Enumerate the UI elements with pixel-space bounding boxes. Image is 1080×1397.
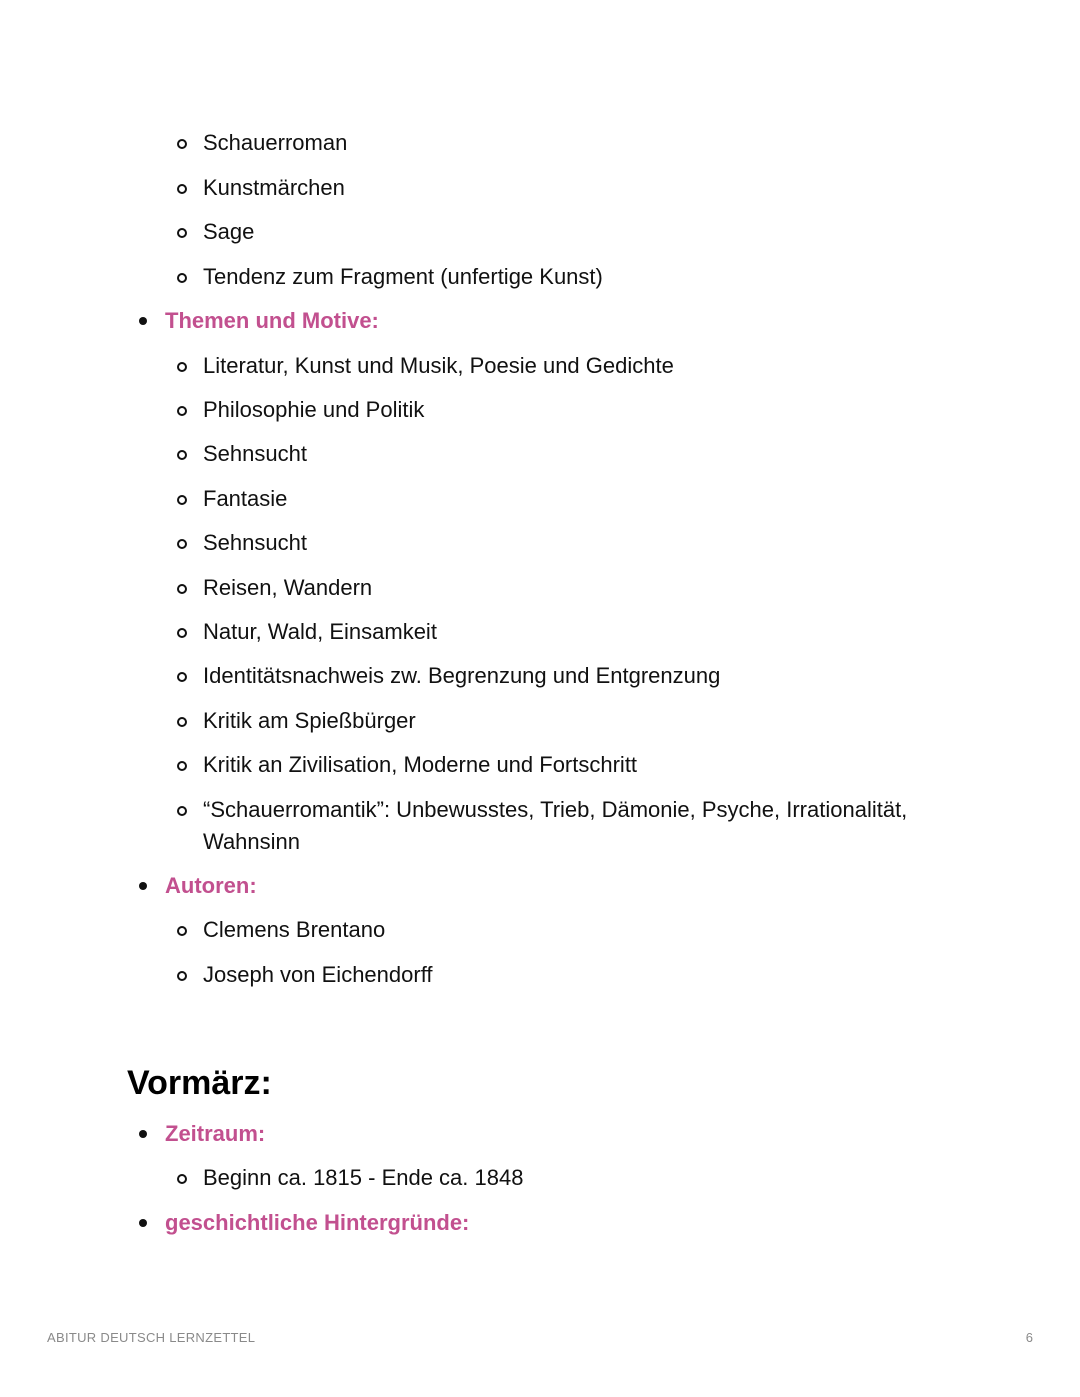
- list-item: Sehnsucht: [203, 527, 307, 559]
- list-item: Schauerroman: [203, 127, 347, 159]
- list-item: Tendenz zum Fragment (unfertige Kunst): [203, 261, 603, 293]
- list-item: Sehnsucht: [203, 438, 307, 470]
- section-label-period: Zeitraum:: [165, 1118, 265, 1150]
- page-number: 6: [1025, 1330, 1033, 1345]
- list-item: Kunstmärchen: [203, 172, 345, 204]
- list-item: Literatur, Kunst und Musik, Poesie und Gedichte: [203, 350, 674, 382]
- list-item: Clemens Brentano: [203, 914, 385, 946]
- section-label-authors: Autoren:: [165, 870, 257, 902]
- footer-title: ABITUR DEUTSCH LERNZETTEL: [47, 1330, 256, 1345]
- list-item: Fantasie: [203, 483, 287, 515]
- list-item: Reisen, Wandern: [203, 572, 372, 604]
- list-item: Identitätsnachweis zw. Begrenzung und Entgrenzung: [203, 660, 720, 692]
- list-item: Sage: [203, 216, 254, 248]
- list-item: Kritik am Spießbürger: [203, 705, 416, 737]
- list-item: Philosophie und Politik: [203, 394, 424, 426]
- list-item: Natur, Wald, Einsamkeit: [203, 616, 437, 648]
- list-item: Joseph von Eichendorff: [203, 959, 433, 991]
- section-heading: Vormärz:: [127, 1064, 272, 1102]
- section-label-themes: Themen und Motive:: [165, 305, 379, 337]
- list-item: “Schauerromantik”: Unbewusstes, Trieb, Dämonie, Psyche, Irrationalität, Wahnsinn: [203, 794, 943, 858]
- section-label-history: geschichtliche Hintergründe:: [165, 1207, 469, 1239]
- list-item: Kritik an Zivilisation, Moderne und Fortschritt: [203, 749, 637, 781]
- list-item: Beginn ca. 1815 - Ende ca. 1848: [203, 1162, 523, 1194]
